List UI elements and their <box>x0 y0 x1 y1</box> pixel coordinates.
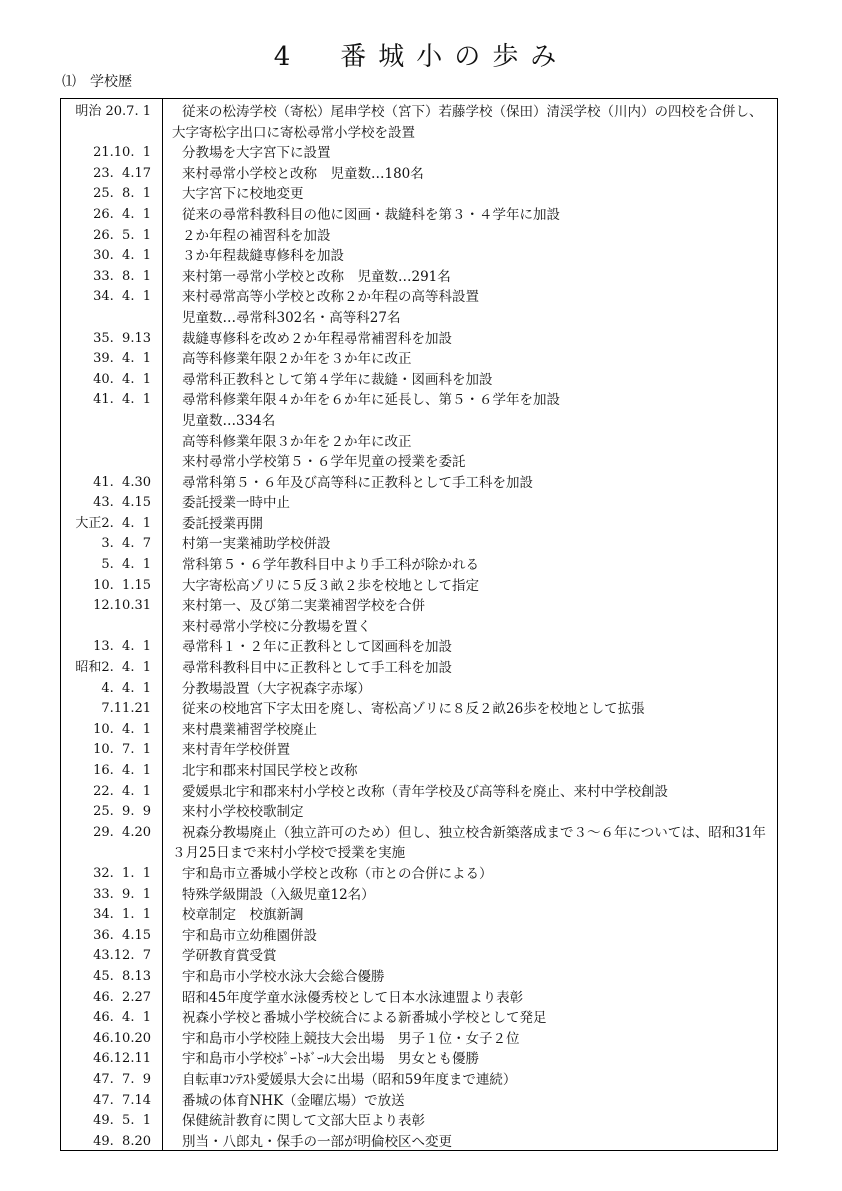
history-row <box>61 514 777 535</box>
page-title: 4 番城小の歩み <box>273 42 569 72</box>
history-row <box>61 596 777 637</box>
history-date: 46. 4. 1 <box>93 1010 151 1026</box>
history-row <box>61 926 777 947</box>
history-event-continuation: ３月25日まで来村小学校で授業を実施 <box>172 845 406 862</box>
history-event: 番城の体育NHK（金曜広場）で放送 <box>182 1092 405 1109</box>
history-date: 30. 4. 1 <box>93 248 151 264</box>
history-event: ３か年程裁縫専修科を加設 <box>182 248 344 265</box>
history-event: 尋常科修業年限４か年を６か年に延長し、第５・６学年を加設 <box>182 392 560 409</box>
history-row <box>61 988 777 1009</box>
history-date: 29. 4.20 <box>93 824 151 840</box>
history-row <box>61 802 777 823</box>
history-row <box>61 946 777 967</box>
history-row <box>61 761 777 782</box>
history-event: 来村尋常高等小学校と改称２か年程の高等科設置 <box>182 289 479 306</box>
history-row <box>61 246 777 267</box>
history-date: 明治 20.7. 1 <box>75 104 151 119</box>
history-date: 35. 9.13 <box>93 330 151 346</box>
history-row <box>61 679 777 700</box>
history-row <box>61 905 777 926</box>
history-row <box>61 864 777 885</box>
history-date: 10. 1.15 <box>93 577 151 593</box>
history-event: 宇和島市小学校ﾎﾟｰﾄﾎﾞｰﾙ大会出場 男女とも優勝 <box>182 1051 479 1068</box>
history-event: 祝森小学校と番城小学校統合による新番城小学校として発足 <box>182 1010 547 1027</box>
history-date: 36. 4.15 <box>93 927 151 943</box>
history-event: 尋常科１・２年に正教科として図画科を加設 <box>182 639 452 656</box>
history-event: 校章制定 校旗新調 <box>182 907 304 924</box>
history-row <box>61 226 777 247</box>
history-event: 高等科修業年限３か年を２か年に改正 <box>182 433 412 450</box>
history-row <box>61 1091 777 1112</box>
history-date: 12.10.31 <box>93 598 151 614</box>
history-row <box>61 576 777 597</box>
history-row <box>61 143 777 164</box>
history-date: 49. 5. 1 <box>93 1113 151 1129</box>
history-event: ２か年程の補習科を加設 <box>182 227 331 244</box>
history-date: 25. 9. 9 <box>93 804 151 820</box>
history-date: 41. 4. 1 <box>93 392 151 408</box>
history-date: 46.10.20 <box>93 1030 151 1046</box>
history-row <box>61 184 777 205</box>
history-event: 来村尋常小学校第５・６学年児童の授業を委託 <box>182 454 466 471</box>
history-event: 別当・八郎丸・保手の一部が明倫校区へ変更 <box>182 1133 452 1150</box>
history-row <box>61 885 777 906</box>
history-event: 昭和45年度学童水泳優秀校として日本水泳連盟より表彰 <box>182 989 524 1006</box>
history-event: 宇和島市小学校陸上競技大会出場 男子１位・女子２位 <box>182 1030 520 1047</box>
section-heading: ⑴ 学校歴 <box>62 74 132 90</box>
history-date: 16. 4. 1 <box>93 763 151 778</box>
history-row <box>61 1111 777 1132</box>
history-row <box>61 534 777 555</box>
history-event: 分教場を大字宮下に設置 <box>182 145 331 162</box>
history-row <box>61 1029 777 1050</box>
history-date: 22. 4. 1 <box>93 783 151 799</box>
history-event: 尋常科教科目中に正教科として手工科を加設 <box>182 660 452 677</box>
history-row <box>61 1132 777 1153</box>
history-date: 5. 4. 1 <box>101 557 151 573</box>
history-date: 49. 8.20 <box>93 1133 151 1149</box>
history-event: 北宇和郡来村国民学校と改称 <box>182 763 358 779</box>
history-event: 来村農業補習学校廃止 <box>182 721 317 738</box>
history-row <box>61 164 777 185</box>
history-event: 分教場設置（大字祝森字赤塚） <box>182 680 371 697</box>
history-row <box>61 740 777 761</box>
history-date: 43. 4.15 <box>93 495 151 511</box>
history-event: 来村第一尋常小学校と改称 児童数…291名 <box>182 268 451 285</box>
history-date: 4. 4. 1 <box>101 680 151 696</box>
history-event: 宇和島市立番城小学校と改称（市との合併による） <box>182 865 493 882</box>
history-date: 21.10. 1 <box>93 145 151 161</box>
history-event-continuation: 大字寄松字出口に寄松尋常小学校を設置 <box>172 124 415 141</box>
history-rows <box>61 102 777 1152</box>
history-row <box>61 555 777 576</box>
history-event: 大字宮下に校地変更 <box>182 186 304 203</box>
history-date: 10. 4. 1 <box>93 721 151 737</box>
history-row <box>61 390 777 472</box>
history-event: 来村尋常小学校と改称 児童数…180名 <box>182 165 424 182</box>
history-date: 33. 9. 1 <box>93 886 151 902</box>
history-date: 34. 1. 1 <box>93 907 151 923</box>
history-row <box>61 1008 777 1029</box>
history-row <box>61 658 777 679</box>
history-event: 特殊学級開設（入級児童12名） <box>182 886 375 903</box>
history-event: 来村尋常小学校に分教場を置く <box>182 618 371 635</box>
history-row <box>61 637 777 658</box>
history-date: 46.12.11 <box>93 1051 151 1067</box>
history-event: 自転車ｺﾝﾃｽﾄ愛媛県大会に出場（昭和59年度まで連続） <box>182 1071 517 1088</box>
history-event: 従来の尋常科教科目の他に図画・裁縫科を第３・４学年に加設 <box>182 206 560 223</box>
history-date: 昭和2. 4. 1 <box>75 660 151 676</box>
history-event: 来村小学校校歌制定 <box>182 804 304 821</box>
history-date: 32. 1. 1 <box>93 865 151 881</box>
history-event: 委託授業一時中止 <box>182 495 290 512</box>
history-event: 児童数…尋常科302名・高等科27名 <box>182 309 401 326</box>
history-row <box>61 267 777 288</box>
history-date: 40. 4. 1 <box>93 371 151 387</box>
history-row <box>61 967 777 988</box>
history-event: 従来の校地宮下字太田を廃し、寄松高ゾリに８反２畝26歩を校地として拡張 <box>182 701 645 718</box>
history-date: 大正2. 4. 1 <box>75 515 151 531</box>
history-event: 大字寄松高ゾリに５反３畝２歩を校地として指定 <box>182 577 479 594</box>
history-event: 学研教育賞受賞 <box>182 948 277 965</box>
history-row <box>61 1070 777 1091</box>
history-row <box>61 720 777 741</box>
history-row <box>61 493 777 514</box>
history-row <box>61 1049 777 1070</box>
history-event: 尋常科第５・６年及び高等科に正教科として手工科を加設 <box>182 474 533 491</box>
history-row <box>61 329 777 350</box>
history-date: 23. 4.17 <box>93 165 151 181</box>
history-date: 25. 8. 1 <box>93 186 151 202</box>
history-row <box>61 205 777 226</box>
history-event: 来村青年学校併置 <box>182 742 290 759</box>
history-event: 来村第一、及び第二実業補習学校を合併 <box>182 598 425 615</box>
history-date: 47. 7. 9 <box>93 1071 151 1087</box>
history-event: 従来の松涛学校（寄松）尾串学校（宮下）若藤学校（保田）清渓学校（川内）の四校を合併し、 <box>182 104 763 120</box>
history-event: 村第一実業補助学校併設 <box>182 536 331 553</box>
history-date: 43.12. 7 <box>93 948 151 964</box>
history-event: 愛媛県北宇和郡来村小学校と改称（青年学校及び高等科を廃止、来村中学校創設 <box>182 783 668 800</box>
history-event: 常科第５・６学年教科目中より手工科が除かれる <box>182 557 479 574</box>
history-event: 児童数…334名 <box>182 412 276 429</box>
history-row <box>61 782 777 803</box>
history-row <box>61 699 777 720</box>
history-row <box>61 349 777 370</box>
history-date: 10. 7. 1 <box>93 742 151 758</box>
history-date: 47. 7.14 <box>93 1092 151 1108</box>
history-date: 41. 4.30 <box>93 474 151 490</box>
history-row <box>61 823 777 864</box>
history-date: 33. 8. 1 <box>93 268 151 284</box>
history-date: 46. 2.27 <box>93 989 151 1005</box>
history-row <box>61 370 777 391</box>
history-event: 委託授業再開 <box>182 515 263 532</box>
history-event: 宇和島市立幼稚園併設 <box>182 927 317 944</box>
history-event: 尋常科正教科として第４学年に裁縫・図画科を加設 <box>182 371 493 388</box>
history-date: 26. 4. 1 <box>93 206 151 222</box>
history-date: 13. 4. 1 <box>93 639 151 655</box>
school-history-table <box>60 98 778 1151</box>
history-event: 裁縫専修科を改め２か年程尋常補習科を加設 <box>182 330 452 347</box>
history-date: 39. 4. 1 <box>93 351 151 367</box>
history-date: 3. 4. 7 <box>101 536 151 552</box>
history-event: 祝森分教場廃止（独立許可のため）但し、独立校舎新築落成まで３〜６年については、昭和31年 <box>182 824 766 841</box>
history-date: 34. 4. 1 <box>93 289 151 305</box>
history-row <box>61 473 777 494</box>
history-event: 宇和島市小学校水泳大会総合優勝 <box>182 968 385 985</box>
history-date: 26. 5. 1 <box>93 227 151 243</box>
history-date: 7.11.21 <box>101 701 151 717</box>
history-row <box>61 287 777 328</box>
history-event: 保健統計教育に関して文部大臣より表彰 <box>182 1113 425 1130</box>
history-row <box>61 102 777 143</box>
history-event: 高等科修業年限２か年を３か年に改正 <box>182 351 412 368</box>
history-date: 45. 8.13 <box>93 968 151 984</box>
